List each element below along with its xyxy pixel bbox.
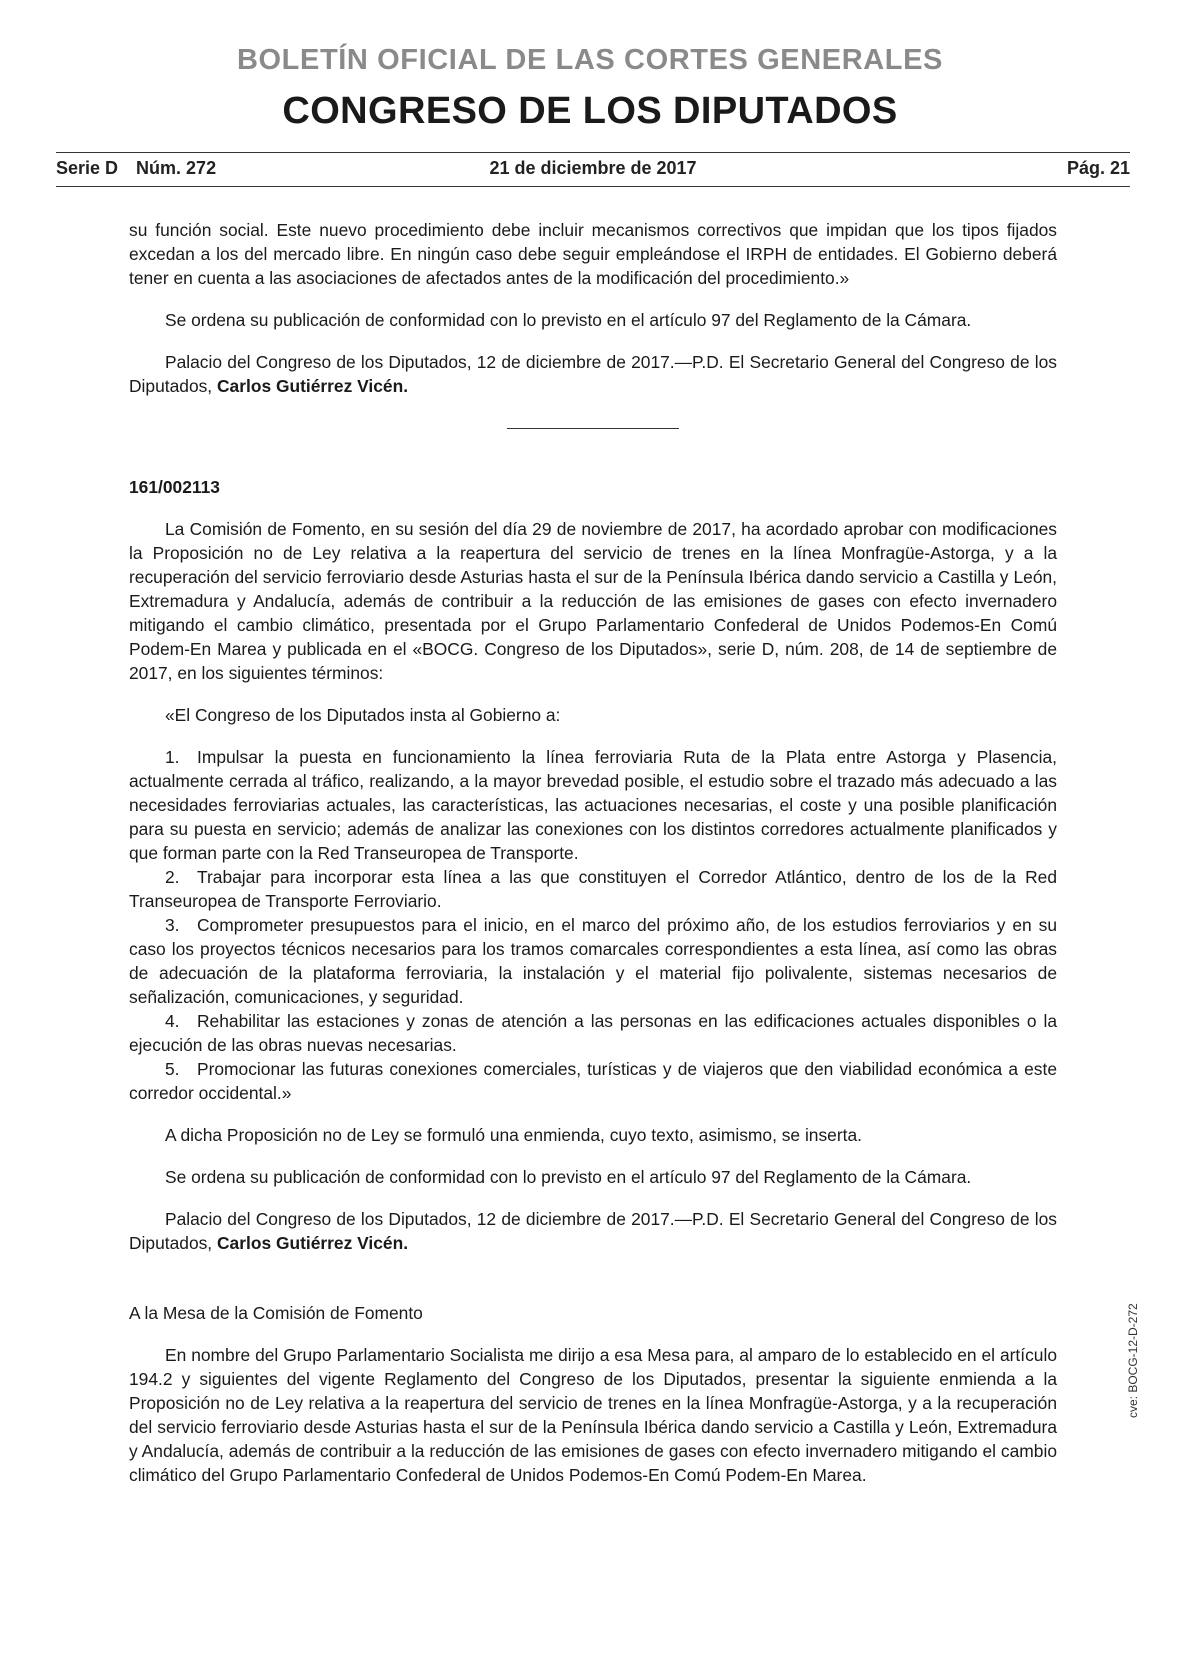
pagina-label: Pág. 21 — [1066, 158, 1130, 178]
paragraph-publicacion-2: Se ordena su publicación de conformidad con lo previsto en el artículo 97 del Reglamento de la Cámara. — [165, 1167, 972, 1187]
firma-2: Carlos Gutiérrez Vicén. — [216, 1233, 409, 1253]
list-item — [129, 1057, 1057, 1105]
paragraph-palacio-2 — [129, 1207, 1057, 1255]
list-item-number: 2. — [165, 867, 180, 887]
numero-label: Núm. 272 — [136, 158, 217, 178]
paragraph-publicacion-1: Se ordena su publicación de conformidad con lo previsto en el artículo 97 del Reglamento de la Cámara. — [165, 310, 972, 330]
list-item-number: 3. — [165, 915, 180, 935]
palacio-1-text: Palacio del Congreso de los Diputados, 12 de diciembre de 2017.—P.D. El Secretario General del Congreso de los Diputados, — [129, 352, 1057, 396]
list-item-number: 5. — [165, 1059, 180, 1079]
firma-1: Carlos Gutiérrez Vicén. — [216, 376, 409, 396]
header-info-line — [56, 158, 1130, 184]
expediente-number: 161/002113 — [129, 477, 220, 497]
palacio-2-text: Palacio del Congreso de los Diputados, 12 de diciembre de 2017.—P.D. El Secretario General del Congreso de los Diputados, — [129, 1209, 1057, 1253]
document-body — [129, 218, 1057, 1487]
list-item — [129, 865, 1057, 913]
paragraph-insta: «El Congreso de los Diputados insta al Gobierno a: — [165, 705, 561, 725]
list-item-text: Trabajar para incorporar esta línea a las que constituyen el Corredor Atlántico, dentro de los de la Red Transeuropea de Transporte Ferroviario. — [129, 867, 1057, 911]
list-item-text: Promocionar las futuras conexiones comerciales, turísticas y de viajeros que den viabilidad económica a este corredor occidental.» — [129, 1059, 1057, 1103]
serie-label: Serie D — [56, 158, 119, 178]
paragraph-nombre: En nombre del Grupo Parlamentario Socialista me dirijo a esa Mesa para, al amparo de lo establecido en el artículo 194.2 y siguientes del vigente Reglamento del Congreso de los Diputados, presentar la siguiente enmienda a la Proposición no de Ley relativa a la reapertura del servicio de trenes en la línea Monfragüe-Astorga, y a la recuperación del servicio ferroviario desde Asturias hasta el sur de la Península Ibérica dando servicio a Castilla y León, Extremadura y Andalucía, además de contribuir a la reducción de las emisiones de gases con efecto invernadero mitigando el cambio climático del Grupo Parlamentario Confederal de Unidos Podemos-En Comú Podem-En Marea. — [129, 1345, 1057, 1485]
paragraph-comision: La Comisión de Fomento, en su sesión del día 29 de noviembre de 2017, ha acordado aprobar con modificaciones la Proposición no de Ley relativa a la reapertura del servicio de trenes en la línea Monfragüe-Astorga, y a la recuperación del servicio ferroviario desde Asturias hasta el sur de la Península Ibérica dando servicio a Castilla y León, Extremadura y Andalucía, además de contribuir a la reducción de las emisiones de gases con efecto invernadero mitigando el cambio climático, presentada por el Grupo Parlamentario Confederal de Unidos Podemos-En Comú Podem-En Marea y publicada en el «BOCG. Congreso de los Diputados», serie D, núm. 208, de 14 de septiembre de 2017, en los siguientes términos: — [129, 519, 1057, 683]
list-item-number: 1. — [165, 747, 180, 767]
list-item-text: Impulsar la puesta en funcionamiento la línea ferroviaria Ruta de la Plata entre Astorga y Plasencia, actualmente cerrada al tráfico, realizando, a la mayor brevedad posible, el estudio sobre el trazado más adecuado a las necesidades ferroviarias actuales, las características, las actuaciones necesarias, el coste y una posible planificación para su puesta en servicio; además de analizar las conexiones con los distintos corredores actualmente planificados y que forman parte con la Red Transeuropea de Transporte. — [129, 747, 1057, 863]
list-item — [129, 913, 1057, 1009]
paragraph-mesa: A la Mesa de la Comisión de Fomento — [129, 1303, 423, 1323]
list-item-text: Comprometer presupuestos para el inicio, en el marco del próximo año, de los estudios ferroviarios y en su caso los proyectos técnicos necesarios para los tramos comarcales correspondientes a esta línea, así como las obras de adecuación de la plataforma ferroviaria, la instalación y el material fijo polivalente, sistemas necesarios de señalización, comunicaciones, y seguridad. — [129, 915, 1057, 1007]
section-separator — [507, 428, 679, 429]
list-item — [129, 745, 1057, 865]
list-item-number: 4. — [165, 1011, 180, 1031]
header-rule-bottom — [56, 186, 1130, 187]
list-item-text: Rehabilitar las estaciones y zonas de atención a las personas en las edificaciones actuales disponibles o la ejecución de las obras nuevas necesarias. — [129, 1011, 1057, 1055]
congreso-title: CONGRESO DE LOS DIPUTADOS — [282, 90, 898, 132]
list-item — [129, 1009, 1057, 1057]
paragraph-palacio-1 — [129, 350, 1057, 398]
fecha-label: 21 de diciembre de 2017 — [489, 158, 697, 178]
paragraph-continuation: su función social. Este nuevo procedimiento debe incluir mecanismos correctivos que impidan que los tipos fijados excedan a los del mercado libre. En ningún caso debe seguir empleándose el IRPH de entidades. El Gobierno deberá tener en cuenta a las asociaciones de afectados antes de la modificación del procedimiento.» — [129, 220, 1057, 288]
paragraph-enmienda: A dicha Proposición no de Ley se formuló una enmienda, cuyo texto, asimismo, se inserta. — [165, 1125, 862, 1145]
boletin-title: BOLETÍN OFICIAL DE LAS CORTES GENERALES — [236, 44, 944, 76]
cve-code: cve: BOCG-12-D-272 — [1126, 1303, 1140, 1418]
header-rule-top — [56, 152, 1130, 153]
